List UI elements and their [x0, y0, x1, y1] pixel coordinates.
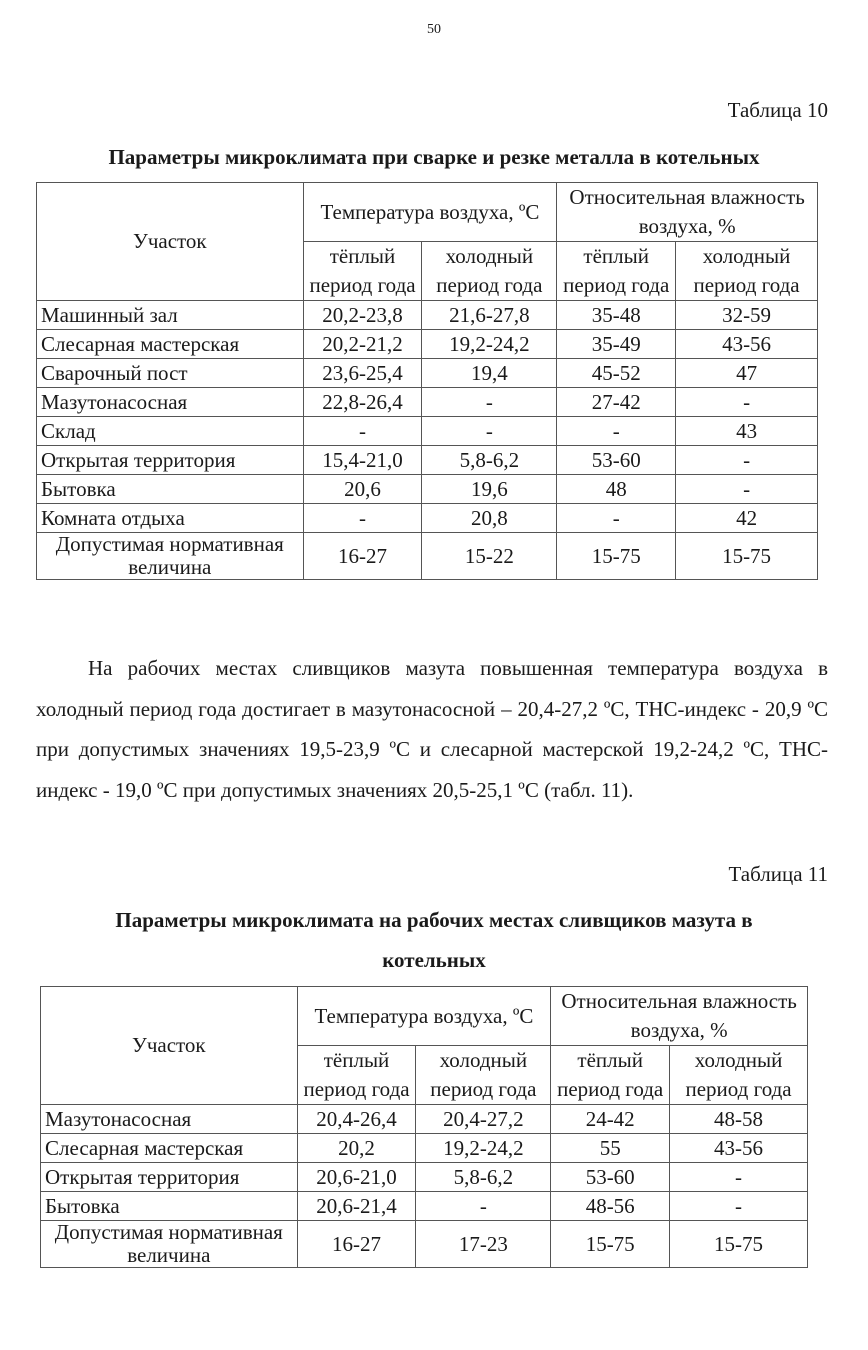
- hum-cold-cell: 32-59: [676, 301, 818, 330]
- temp-cold-cell: 19,4: [422, 359, 557, 388]
- temp-warm-cell: 20,2: [297, 1134, 416, 1163]
- norm-row: [37, 533, 818, 580]
- temp-cold-cell: 5,8-6,2: [416, 1163, 551, 1192]
- temp-warm-cell: 20,2-23,8: [303, 301, 422, 330]
- temp-cold-cell: -: [416, 1192, 551, 1221]
- hum-cold-cell: -: [676, 388, 818, 417]
- temperature-header: Температура воздуха, ºС: [297, 987, 551, 1046]
- norm-label: Допустимая нормативная величина: [37, 533, 304, 580]
- temp-cold-cell: 5,8-6,2: [422, 446, 557, 475]
- hum-warm-header: тёплый период года: [551, 1046, 670, 1105]
- body-paragraph: [36, 648, 828, 810]
- temp-cold-cell: 20,4-27,2: [416, 1105, 551, 1134]
- table-row: [41, 1163, 808, 1192]
- hum-cold-header: холодный период года: [670, 1046, 808, 1105]
- table-row: [41, 1134, 808, 1163]
- area-cell: Бытовка: [41, 1192, 298, 1221]
- area-cell: Открытая территория: [37, 446, 304, 475]
- table-row: [37, 330, 818, 359]
- table-row: [37, 417, 818, 446]
- table-row: [37, 359, 818, 388]
- temp-warm-cell: -: [303, 417, 422, 446]
- hum-cold-cell: 48-58: [670, 1105, 808, 1134]
- table-row: [37, 504, 818, 533]
- table-row: [37, 475, 818, 504]
- area-cell: Открытая территория: [41, 1163, 298, 1192]
- hum-cold-cell: 43: [676, 417, 818, 446]
- norm-label: Допустимая нормативная величина: [41, 1221, 298, 1268]
- temp-warm-cell: 15,4-21,0: [303, 446, 422, 475]
- table-10-title: Параметры микроклимата при сварке и резке металла в котельных: [108, 145, 760, 169]
- temp-cold-header: холодный период года: [416, 1046, 551, 1105]
- norm-temp-warm: 16-27: [297, 1221, 416, 1268]
- area-cell: Мазутонасосная: [37, 388, 304, 417]
- temp-cold-cell: -: [422, 417, 557, 446]
- area-cell: Комната отдыха: [37, 504, 304, 533]
- hum-warm-cell: 35-48: [557, 301, 676, 330]
- hum-cold-cell: 42: [676, 504, 818, 533]
- table-header-row: [41, 987, 808, 1046]
- hum-warm-cell: 53-60: [551, 1163, 670, 1192]
- hum-warm-cell: -: [557, 417, 676, 446]
- norm-hum-warm: 15-75: [557, 533, 676, 580]
- temp-warm-cell: 20,4-26,4: [297, 1105, 416, 1134]
- table-row: [41, 1105, 808, 1134]
- temp-warm-cell: 20,6-21,4: [297, 1192, 416, 1221]
- norm-temp-warm: 16-27: [303, 533, 422, 580]
- hum-warm-cell: 27-42: [557, 388, 676, 417]
- hum-cold-cell: -: [670, 1163, 808, 1192]
- norm-row: [41, 1221, 808, 1268]
- norm-hum-warm: 15-75: [551, 1221, 670, 1268]
- area-cell: Склад: [37, 417, 304, 446]
- table-10: [36, 182, 818, 580]
- hum-warm-cell: 48: [557, 475, 676, 504]
- temp-warm-header: тёплый период года: [303, 242, 422, 301]
- temp-cold-cell: 19,6: [422, 475, 557, 504]
- hum-warm-cell: -: [557, 504, 676, 533]
- humidity-header: Относительная влажность воздуха, %: [551, 987, 808, 1046]
- hum-warm-cell: 55: [551, 1134, 670, 1163]
- table-row: [37, 301, 818, 330]
- area-cell: Слесарная мастерская: [37, 330, 304, 359]
- hum-warm-cell: 45-52: [557, 359, 676, 388]
- temp-warm-cell: 23,6-25,4: [303, 359, 422, 388]
- hum-warm-cell: 53-60: [557, 446, 676, 475]
- temp-warm-cell: 22,8-26,4: [303, 388, 422, 417]
- table-row: [41, 1192, 808, 1221]
- table-11-title: Параметры микроклимата на рабочих местах сливщиков мазута в котельных: [115, 908, 753, 972]
- area-cell: Машинный зал: [37, 301, 304, 330]
- temp-warm-header: тёплый период года: [297, 1046, 416, 1105]
- table-header-row: [37, 183, 818, 242]
- temp-cold-cell: 19,2-24,2: [416, 1134, 551, 1163]
- hum-warm-cell: 35-49: [557, 330, 676, 359]
- temperature-header: Температура воздуха, ºС: [303, 183, 557, 242]
- temp-cold-cell: 21,6-27,8: [422, 301, 557, 330]
- hum-warm-header: тёплый период года: [557, 242, 676, 301]
- norm-hum-cold: 15-75: [670, 1221, 808, 1268]
- paragraph-text: На рабочих местах сливщиков мазута повышенная температура воздуха в холодный период года достигает в мазутонасосной – 20,4-27,2 ºС, ТНС-индекс - 20,9 ºС при допустимых значениях 19,5-23,9 ºС и слесарной мастерской 19,2-24,2 ºС, ТНС-индекс - 19,0 ºС при допустимых значениях 20,5-25,1 ºС (табл. 11).: [36, 656, 828, 802]
- area-cell: Бытовка: [37, 475, 304, 504]
- norm-hum-cold: 15-75: [676, 533, 818, 580]
- norm-temp-cold: 15-22: [422, 533, 557, 580]
- temp-warm-cell: 20,6: [303, 475, 422, 504]
- temp-warm-cell: 20,6-21,0: [297, 1163, 416, 1192]
- table-11-label: Таблица 11: [728, 862, 828, 886]
- hum-cold-cell: 43-56: [676, 330, 818, 359]
- hum-cold-cell: -: [676, 475, 818, 504]
- hum-cold-cell: 43-56: [670, 1134, 808, 1163]
- area-cell: Мазутонасосная: [41, 1105, 298, 1134]
- page-number: 50: [427, 22, 441, 37]
- area-cell: Сварочный пост: [37, 359, 304, 388]
- temp-warm-cell: -: [303, 504, 422, 533]
- table-11: [40, 986, 808, 1268]
- area-header: Участок: [41, 987, 298, 1105]
- hum-warm-cell: 24-42: [551, 1105, 670, 1134]
- humidity-header: Относительная влажность воздуха, %: [557, 183, 818, 242]
- temp-warm-cell: 20,2-21,2: [303, 330, 422, 359]
- temp-cold-cell: 19,2-24,2: [422, 330, 557, 359]
- temp-cold-header: холодный период года: [422, 242, 557, 301]
- table-row: [37, 388, 818, 417]
- hum-cold-cell: -: [670, 1192, 808, 1221]
- area-cell: Слесарная мастерская: [41, 1134, 298, 1163]
- temp-cold-cell: -: [422, 388, 557, 417]
- hum-cold-header: холодный период года: [676, 242, 818, 301]
- temp-cold-cell: 20,8: [422, 504, 557, 533]
- norm-temp-cold: 17-23: [416, 1221, 551, 1268]
- hum-cold-cell: 47: [676, 359, 818, 388]
- table-10-label: Таблица 10: [727, 98, 828, 122]
- hum-cold-cell: -: [676, 446, 818, 475]
- table-row: [37, 446, 818, 475]
- hum-warm-cell: 48-56: [551, 1192, 670, 1221]
- area-header: Участок: [37, 183, 304, 301]
